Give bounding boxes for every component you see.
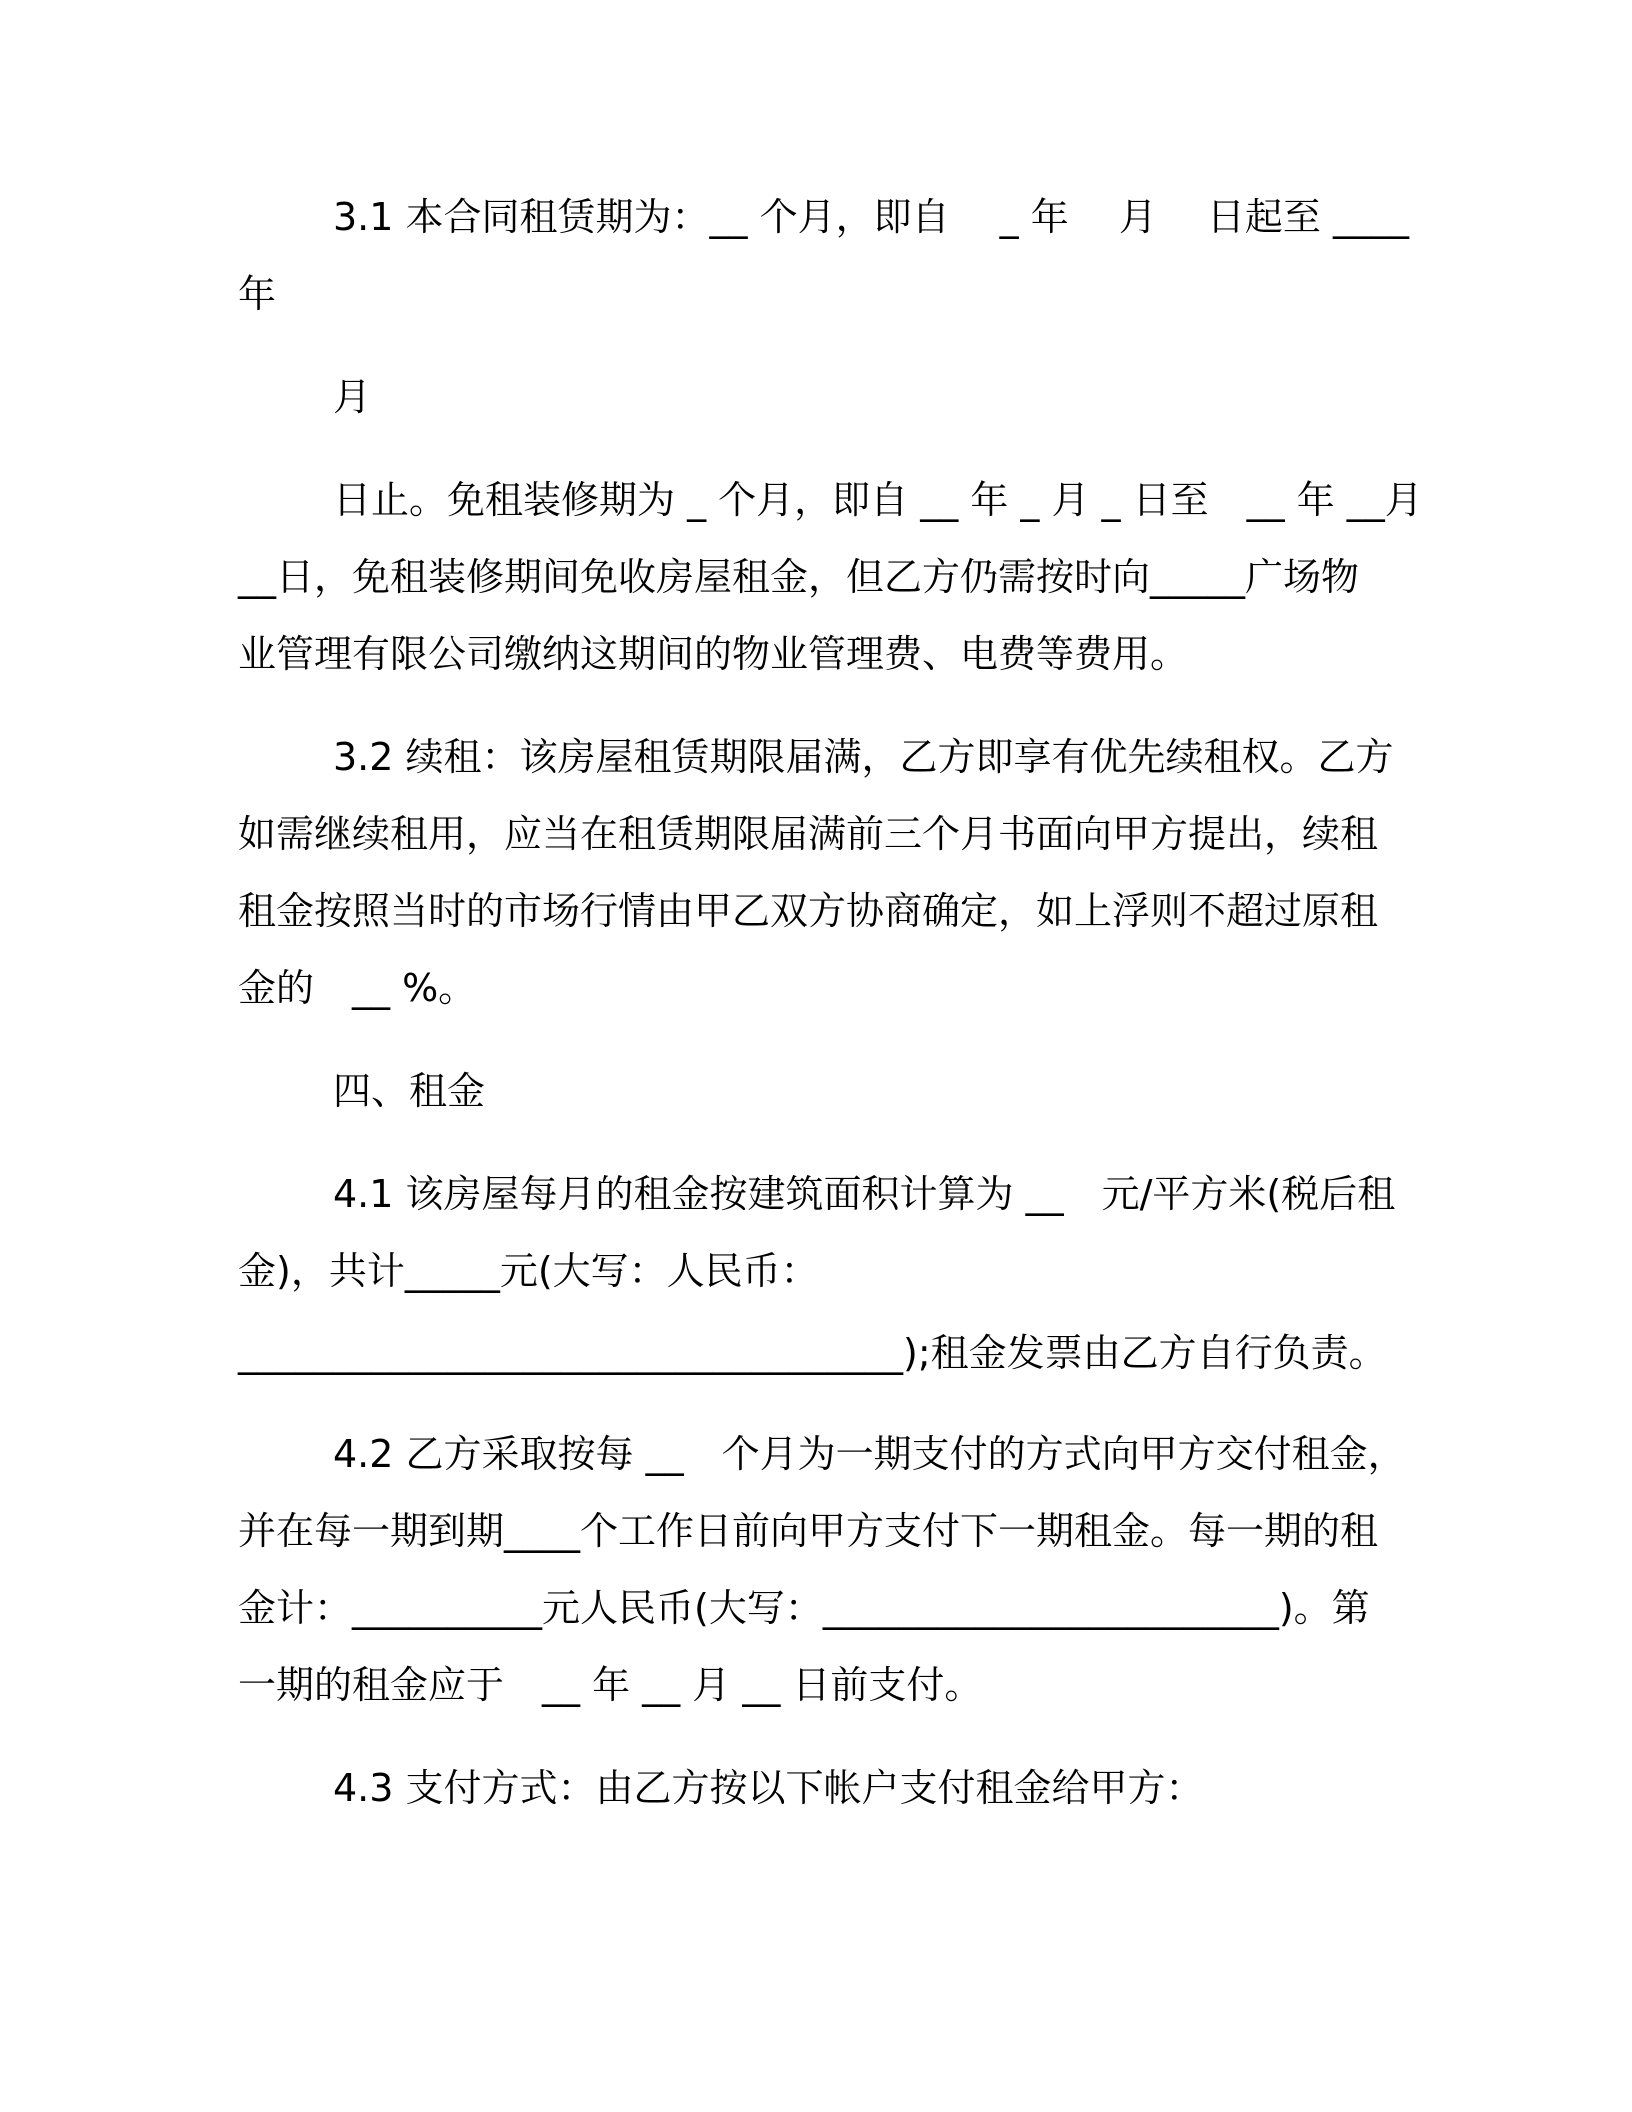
text-line: 租金按照当时的市场行情由甲乙双方协商确定，如上浮则不超过原租 xyxy=(238,889,1379,933)
text-line: 3.1 本合同租赁期为：__ 个月，即自 _ 年 月 日起至 ____ xyxy=(333,195,1409,239)
text-line: 3.2 续租：该房屋租赁期限届满，乙方即享有优先续租权。乙方 xyxy=(333,735,1394,779)
text-line: 4.3 支付方式：由乙方按以下帐户支付租金给甲方： xyxy=(333,1766,1204,1810)
text-line: ___________________________________);租金发票由乙方自行负责。 xyxy=(238,1331,1387,1375)
text-line: 金的 __ %。 xyxy=(238,966,477,1010)
text-line: 并在每一期到期____个工作日前向甲方支付下一期租金。每一期的租 xyxy=(238,1509,1379,1553)
text-line: 一期的租金应于 __ 年 __ 月 __ 日前支付。 xyxy=(238,1663,983,1707)
text-line: 4.1 该房屋每月的租金按建筑面积计算为 __ 元/平方米(税后租 xyxy=(333,1172,1396,1216)
text-line: 金计：__________元人民币(大写：________________________)。第 xyxy=(238,1586,1370,1630)
text-line: 金)，共计_____元(大写：人民币： xyxy=(238,1249,819,1293)
text-line: 如需继续租用，应当在租赁期限届满前三个月书面向甲方提出，续租 xyxy=(238,812,1379,856)
text-line: 4.2 乙方采取按每 __ 个月为一期支付的方式向甲方交付租金， xyxy=(333,1432,1406,1476)
text-line: 业管理有限公司缴纳这期间的物业管理费、电费等费用。 xyxy=(238,632,1189,676)
section-heading: 四、租金 xyxy=(333,1069,486,1113)
text-line: 月 xyxy=(333,375,372,419)
text-line: 年 xyxy=(238,272,277,316)
text-line: 日止。免租装修期为 _ 个月，即自 __ 年 _ 月 _ 日至 __ 年 __月 xyxy=(333,478,1423,522)
text-line: __日，免租装修期间免收房屋租金，但乙方仍需按时向_____广场物 xyxy=(238,555,1360,599)
